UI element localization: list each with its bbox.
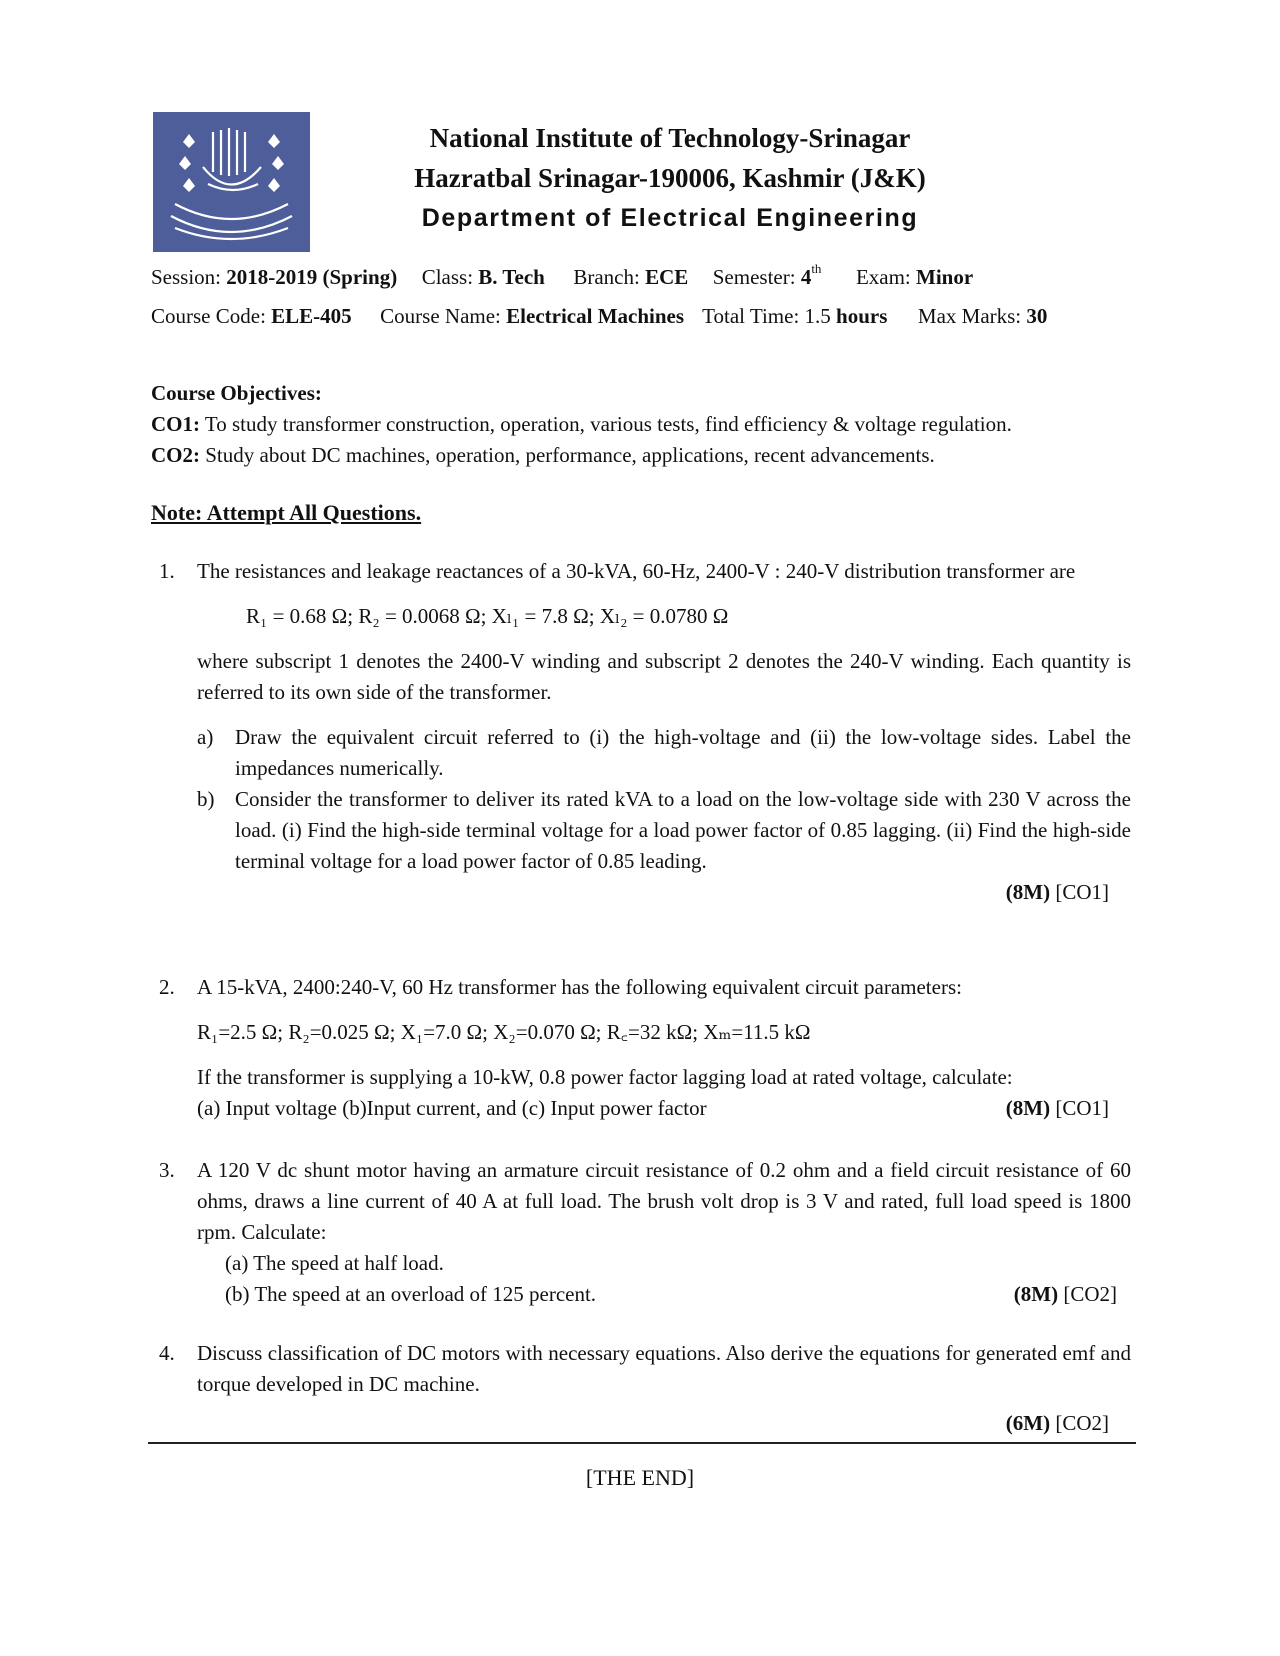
semester-suffix: th <box>811 261 822 276</box>
course-code-value: ELE-405 <box>271 304 352 328</box>
question-number: 3. <box>159 1158 175 1182</box>
emblem-graphic <box>153 112 310 252</box>
objective-co1: CO1: To study transformer construction, operation, various tests, find efficiency & voltage regulation. <box>151 412 1012 436</box>
question-marks: (8M) [CO2] <box>1013 1282 1117 1306</box>
question-number: 4. <box>159 1341 175 1365</box>
total-time-unit: hours <box>836 304 888 328</box>
question-3 <box>151 1155 1131 1310</box>
question-paragraph: where subscript 1 denotes the 2400-V winding and subscript 2 denotes the 240-V winding. Each quantity is referred to its own side of the transformer. <box>197 649 1131 704</box>
question-parts: (a) Input voltage (b)Input current, and (c) Input power factor <box>197 1096 707 1120</box>
branch-label: Branch: <box>573 265 640 289</box>
objectives-title: Course Objectives: <box>151 381 322 405</box>
course-name-value: Electrical Machines <box>506 304 685 328</box>
question-paragraph: If the transformer is supplying a 10-kW, 0.8 power factor lagging load at rated voltage, calculate: <box>197 1065 1013 1089</box>
department-name: Department of Electrical Engineering <box>421 204 919 232</box>
instructions-note: Note: Attempt All Questions. <box>151 500 422 525</box>
total-time-label: Total Time: <box>702 304 800 328</box>
question-marks: (6M) [CO2] <box>1005 1411 1109 1435</box>
semester-label: Semester: <box>712 265 796 289</box>
exam-meta-row-1 <box>151 261 974 290</box>
question-4 <box>151 1338 1131 1439</box>
question-number: 1. <box>159 559 175 583</box>
question-text: The resistances and leakage reactances of a 30-kVA, 60-Hz, 2400-V : 240-V distribution transformer are <box>197 559 1076 583</box>
question-part-b: b) Consider the transformer to deliver its rated kVA to a load on the low-voltage side with 230 V across the load. (i) Find the high-side terminal voltage for a load power factor of 0.85 lagging. (ii) Find the high-side terminal voltage for a load power factor of 0.85 leading. <box>197 787 1131 873</box>
question-text: A 15-kVA, 2400:240-V, 60 Hz transformer has the following equivalent circuit parameters: <box>197 975 962 999</box>
course-objectives <box>151 378 1131 471</box>
question-marks: (8M) [CO1] <box>1005 1096 1109 1120</box>
branch-value: ECE <box>645 265 689 289</box>
question-formula: R₁ = 0.68 Ω; R₂ = 0.0068 Ω; Xₗ₁ = 7.8 Ω; Xₗ₂ = 0.0780 Ω <box>246 604 729 628</box>
total-time-value: 1.5 <box>804 304 831 328</box>
session-value: 2018-2019 (Spring) <box>226 265 398 289</box>
question-number: 2. <box>159 975 175 999</box>
exam-label: Exam: <box>855 265 911 289</box>
exam-value: Minor <box>916 265 974 289</box>
question-text: A 120 V dc shunt motor having an armature circuit resistance of 0.2 ohm and a field circuit resistance of 60 ohms, draws a line current of 40 A at full load. The brush volt drop is 3 V and rated, full load speed is 1800 rpm. Calculate: <box>197 1158 1131 1244</box>
question-parts-row <box>197 1093 1131 1124</box>
question-part-a: (a) The speed at half load. <box>225 1251 444 1275</box>
question-text: Discuss classification of DC motors with necessary equations. Also derive the equations for generated emf and torque developed in DC machine. <box>197 1341 1131 1396</box>
semester-value: 4 <box>800 265 812 289</box>
institute-name: National Institute of Technology-Srinagar <box>429 123 911 153</box>
footer-divider <box>148 1442 1136 1444</box>
question-part-b: (b) The speed at an overload of 125 percent. <box>225 1282 597 1306</box>
question-formula: R₁=2.5 Ω; R₂=0.025 Ω; X₁=7.0 Ω; X₂=0.070 Ω; R꜀=32 kΩ; Xₘ=11.5 kΩ <box>197 1020 811 1044</box>
end-marker: [THE END] <box>585 1465 695 1490</box>
question-2 <box>151 972 1131 1124</box>
question-marks: (8M) [CO1] <box>1005 880 1109 904</box>
nit-srinagar-emblem-icon <box>153 112 310 252</box>
question-1 <box>151 556 1131 908</box>
question-part-a: a) Draw the equivalent circuit referred to (i) the high-voltage and (ii) the low-voltage sides. Label the impedances numerically. <box>197 725 1131 780</box>
max-marks-label: Max Marks: <box>917 304 1022 328</box>
question-parts <box>197 722 1131 877</box>
class-value: B. Tech <box>478 265 545 289</box>
page-header <box>330 118 1010 238</box>
class-label: Class: <box>421 265 474 289</box>
course-code-label: Course Code: <box>151 304 266 328</box>
institute-address: Hazratbal Srinagar-190006, Kashmir (J&K) <box>414 163 926 193</box>
exam-meta-row-2 <box>151 304 1047 329</box>
course-name-label: Course Name: <box>380 304 501 328</box>
session-label: Session: <box>151 265 222 289</box>
question-part-b-row <box>225 1279 1131 1310</box>
objective-co2: CO2: Study about DC machines, operation, performance, applications, recent advancements. <box>151 443 935 467</box>
max-marks-value: 30 <box>1026 304 1048 328</box>
